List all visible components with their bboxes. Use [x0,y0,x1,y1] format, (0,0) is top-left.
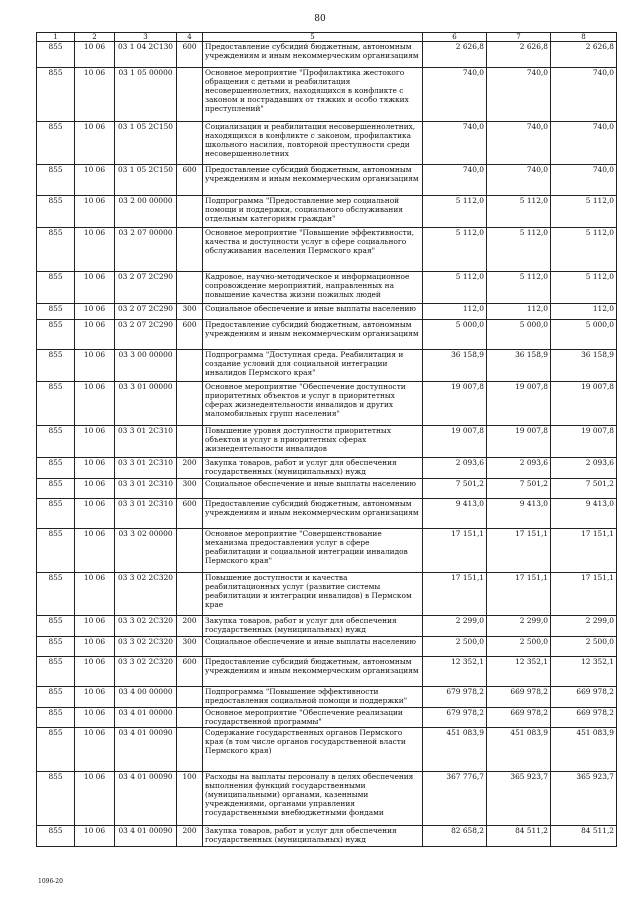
table-row [37,228,617,272]
item-name-cell: Предоставление субсидий бюджетным, автономным учреждениям и иным некоммерческим организациям [203,656,423,686]
budget-table [36,32,617,847]
target-article-cell: 03 1 05 2С150 [115,165,177,196]
expense-type-cell [177,382,203,426]
amount-col8-cell: 740,0 [551,122,617,165]
section-code-cell: 10 06 [75,826,115,847]
amount-col6-cell: 2 500,0 [423,636,487,656]
item-name-cell: Повышение доступности и качества реабилитационных услуг (развитие системы реабилитации и интеграции инвалидов) в Пермском крае [203,573,423,616]
admin-code-cell: 855 [37,499,75,529]
expense-type-cell [177,196,203,228]
section-code-cell: 10 06 [75,686,115,707]
target-article-cell: 03 3 01 2С310 [115,426,177,458]
expense-type-cell [177,728,203,772]
admin-code-cell: 855 [37,573,75,616]
footer-code: 1096-20 [38,878,63,885]
expense-type-cell: 200 [177,826,203,847]
section-code-cell: 10 06 [75,382,115,426]
target-article-cell: 03 2 07 00000 [115,228,177,272]
expense-type-cell: 200 [177,458,203,479]
table-row [37,656,617,686]
expense-type-cell: 600 [177,499,203,529]
amount-col7-cell: 365 923,7 [487,772,551,826]
amount-col7-cell: 7 501,2 [487,479,551,499]
table-row [37,272,617,304]
table-row [37,165,617,196]
amount-col8-cell: 19 007,8 [551,382,617,426]
expense-type-cell [177,426,203,458]
section-code-cell: 10 06 [75,68,115,122]
section-code-cell: 10 06 [75,122,115,165]
column-number: 1 [37,33,75,42]
amount-col8-cell: 451 083,9 [551,728,617,772]
expense-type-cell: 100 [177,772,203,826]
item-name-cell: Закупка товаров, работ и услуг для обеспечения государственных (муниципальных) нужд [203,458,423,479]
amount-col7-cell: 2 093,6 [487,458,551,479]
column-number: 5 [203,33,423,42]
amount-col8-cell: 740,0 [551,68,617,122]
amount-col8-cell: 740,0 [551,165,617,196]
amount-col7-cell: 5 112,0 [487,272,551,304]
expense-type-cell [177,68,203,122]
amount-col6-cell: 2 626,8 [423,42,487,68]
item-name-cell: Закупка товаров, работ и услуг для обеспечения государственных (муниципальных) нужд [203,826,423,847]
expense-type-cell [177,122,203,165]
table-row [37,707,617,728]
amount-col7-cell: 2 626,8 [487,42,551,68]
table-row [37,320,617,350]
admin-code-cell: 855 [37,636,75,656]
item-name-cell: Предоставление субсидий бюджетным, автономным учреждениям и иным некоммерческим организациям [203,42,423,68]
table-row [37,529,617,573]
table-row [37,573,617,616]
item-name-cell: Повышение уровня доступности приоритетных объектов и услуг в приоритетных сферах жизнедеятельности инвалидов [203,426,423,458]
amount-col6-cell: 82 658,2 [423,826,487,847]
amount-col8-cell: 5 112,0 [551,272,617,304]
admin-code-cell: 855 [37,42,75,68]
amount-col8-cell: 9 413,0 [551,499,617,529]
amount-col7-cell: 5 000,0 [487,320,551,350]
target-article-cell: 03 3 01 2С310 [115,479,177,499]
amount-col7-cell: 12 352,1 [487,656,551,686]
section-code-cell: 10 06 [75,529,115,573]
item-name-cell: Основное мероприятие "Совершенствование механизма предоставления услуг в сфере реабилитации и социальной интеграции инвалидов Пермского края" [203,529,423,573]
item-name-cell: Расходы на выплаты персоналу в целях обеспечения выполнения функций государственными (муниципальными) органами, казенными учреждениями, органами управления государственными внебюджетными фондами [203,772,423,826]
admin-code-cell: 855 [37,196,75,228]
item-name-cell: Социальное обеспечение и иные выплаты населению [203,636,423,656]
section-code-cell: 10 06 [75,165,115,196]
expense-type-cell [177,707,203,728]
item-name-cell: Социальное обеспечение и иные выплаты населению [203,304,423,320]
item-name-cell: Основное мероприятие "Повышение эффективности, качества и доступности услуг в сфере социального обслуживания населения Пермского края" [203,228,423,272]
admin-code-cell: 855 [37,228,75,272]
section-code-cell: 10 06 [75,656,115,686]
amount-col8-cell: 2 093,6 [551,458,617,479]
column-number: 7 [487,33,551,42]
table-row [37,458,617,479]
table-row [37,196,617,228]
expense-type-cell: 300 [177,304,203,320]
admin-code-cell: 855 [37,728,75,772]
section-code-cell: 10 06 [75,728,115,772]
target-article-cell: 03 3 02 2С320 [115,636,177,656]
admin-code-cell: 855 [37,320,75,350]
section-code-cell: 10 06 [75,320,115,350]
section-code-cell: 10 06 [75,616,115,637]
amount-col7-cell: 2 299,0 [487,616,551,637]
table-row [37,350,617,382]
amount-col8-cell: 5 000,0 [551,320,617,350]
target-article-cell: 03 2 00 00000 [115,196,177,228]
admin-code-cell: 855 [37,458,75,479]
amount-col7-cell: 5 112,0 [487,196,551,228]
column-number: 8 [551,33,617,42]
amount-col7-cell: 5 112,0 [487,228,551,272]
target-article-cell: 03 1 05 2С150 [115,122,177,165]
table-row [37,42,617,68]
amount-col7-cell: 451 083,9 [487,728,551,772]
target-article-cell: 03 3 00 00000 [115,350,177,382]
target-article-cell: 03 1 04 2С130 [115,42,177,68]
item-name-cell: Основное мероприятие "Обеспечение доступности приоритетных объектов и услуг в приоритетных сферах жизнедеятельности инвалидов и других маломобильных групп населения" [203,382,423,426]
section-code-cell: 10 06 [75,42,115,68]
section-code-cell: 10 06 [75,707,115,728]
admin-code-cell: 855 [37,426,75,458]
table-row [37,426,617,458]
expense-type-cell: 300 [177,636,203,656]
expense-type-cell: 600 [177,320,203,350]
admin-code-cell: 855 [37,382,75,426]
amount-col7-cell: 740,0 [487,68,551,122]
amount-col8-cell: 2 500,0 [551,636,617,656]
amount-col6-cell: 19 007,8 [423,382,487,426]
expense-type-cell: 200 [177,616,203,637]
column-number: 3 [115,33,177,42]
amount-col8-cell: 36 158,9 [551,350,617,382]
amount-col7-cell: 669 978,2 [487,686,551,707]
amount-col6-cell: 2 093,6 [423,458,487,479]
expense-type-cell: 300 [177,479,203,499]
admin-code-cell: 855 [37,826,75,847]
column-number: 4 [177,33,203,42]
amount-col7-cell: 112,0 [487,304,551,320]
expense-type-cell [177,350,203,382]
item-name-cell: Закупка товаров, работ и услуг для обеспечения государственных (муниципальных) нужд [203,616,423,637]
amount-col8-cell: 365 923,7 [551,772,617,826]
amount-col8-cell: 2 299,0 [551,616,617,637]
target-article-cell: 03 4 01 00000 [115,707,177,728]
amount-col8-cell: 669 978,2 [551,707,617,728]
amount-col6-cell: 19 007,8 [423,426,487,458]
admin-code-cell: 855 [37,68,75,122]
target-article-cell: 03 3 01 2С310 [115,499,177,529]
section-code-cell: 10 06 [75,272,115,304]
table-row [37,686,617,707]
amount-col6-cell: 7 501,2 [423,479,487,499]
amount-col6-cell: 5 112,0 [423,272,487,304]
amount-col6-cell: 679 978,2 [423,686,487,707]
section-code-cell: 10 06 [75,350,115,382]
admin-code-cell: 855 [37,165,75,196]
admin-code-cell: 855 [37,772,75,826]
amount-col8-cell: 17 151,1 [551,529,617,573]
admin-code-cell: 855 [37,707,75,728]
section-code-cell: 10 06 [75,772,115,826]
admin-code-cell: 855 [37,122,75,165]
target-article-cell: 03 3 02 2С320 [115,656,177,686]
item-name-cell: Предоставление субсидий бюджетным, автономным учреждениям и иным некоммерческим организациям [203,320,423,350]
admin-code-cell: 855 [37,272,75,304]
table-row [37,499,617,529]
target-article-cell: 03 1 05 00000 [115,68,177,122]
expense-type-cell [177,573,203,616]
item-name-cell: Предоставление субсидий бюджетным, автономным учреждениям и иным некоммерческим организациям [203,499,423,529]
amount-col6-cell: 367 776,7 [423,772,487,826]
table-row [37,616,617,637]
item-name-cell: Социальное обеспечение и иные выплаты населению [203,479,423,499]
target-article-cell: 03 2 07 2С290 [115,320,177,350]
expense-type-cell [177,272,203,304]
amount-col8-cell: 5 112,0 [551,228,617,272]
amount-col7-cell: 2 500,0 [487,636,551,656]
item-name-cell: Подпрограмма "Предоставление мер социальной помощи и поддержки, социального обслуживания отдельным категориям граждан" [203,196,423,228]
column-number: 2 [75,33,115,42]
target-article-cell: 03 2 07 2С290 [115,272,177,304]
expense-type-cell [177,686,203,707]
amount-col6-cell: 679 978,2 [423,707,487,728]
item-name-cell: Кадровое, научно-методическое и информационное сопровождение мероприятий, направленных на повышение качества жизни пожилых людей [203,272,423,304]
table-row [37,122,617,165]
amount-col7-cell: 84 511,2 [487,826,551,847]
item-name-cell: Предоставление субсидий бюджетным, автономным учреждениям и иным некоммерческим организациям [203,165,423,196]
table-row [37,728,617,772]
target-article-cell: 03 2 07 2С290 [115,304,177,320]
admin-code-cell: 855 [37,529,75,573]
expense-type-cell: 600 [177,656,203,686]
target-article-cell: 03 4 01 00090 [115,826,177,847]
target-article-cell: 03 3 01 2С310 [115,458,177,479]
table-row [37,826,617,847]
expense-type-cell: 600 [177,42,203,68]
amount-col8-cell: 112,0 [551,304,617,320]
amount-col6-cell: 17 151,1 [423,573,487,616]
amount-col8-cell: 7 501,2 [551,479,617,499]
amount-col8-cell: 12 352,1 [551,656,617,686]
amount-col8-cell: 669 978,2 [551,686,617,707]
item-name-cell: Подпрограмма "Повышение эффективности предоставления социальной помощи и поддержки" [203,686,423,707]
amount-col8-cell: 19 007,8 [551,426,617,458]
admin-code-cell: 855 [37,350,75,382]
target-article-cell: 03 3 02 2С320 [115,616,177,637]
item-name-cell: Содержание государственных органов Пермского края (в том числе органов государственной власти Пермского края) [203,728,423,772]
section-code-cell: 10 06 [75,458,115,479]
admin-code-cell: 855 [37,616,75,637]
admin-code-cell: 855 [37,479,75,499]
amount-col6-cell: 36 158,9 [423,350,487,382]
amount-col7-cell: 17 151,1 [487,529,551,573]
amount-col7-cell: 17 151,1 [487,573,551,616]
amount-col7-cell: 36 158,9 [487,350,551,382]
item-name-cell: Социализация и реабилитация несовершеннолетних, находящихся в конфликте с законом, профилактика школьного насилия, повторной преступности среди несовершеннолетних [203,122,423,165]
admin-code-cell: 855 [37,686,75,707]
page-number: 80 [314,14,326,24]
table-row [37,479,617,499]
target-article-cell: 03 4 01 00090 [115,728,177,772]
amount-col7-cell: 669 978,2 [487,707,551,728]
table-body [37,42,617,847]
amount-col6-cell: 17 151,1 [423,529,487,573]
admin-code-cell: 855 [37,304,75,320]
item-name-cell: Основное мероприятие "Профилактика жестокого обращения с детьми и реабилитация несовершеннолетних, находящихся в конфликте с законом и пострадавших от тяжких и особо тяжких преступлений" [203,68,423,122]
expense-type-cell: 600 [177,165,203,196]
section-code-cell: 10 06 [75,228,115,272]
section-code-cell: 10 06 [75,499,115,529]
amount-col6-cell: 2 299,0 [423,616,487,637]
amount-col6-cell: 740,0 [423,68,487,122]
expense-type-cell [177,529,203,573]
amount-col6-cell: 112,0 [423,304,487,320]
target-article-cell: 03 3 01 00000 [115,382,177,426]
section-code-cell: 10 06 [75,479,115,499]
amount-col6-cell: 5 000,0 [423,320,487,350]
amount-col8-cell: 2 626,8 [551,42,617,68]
table-row [37,636,617,656]
amount-col7-cell: 19 007,8 [487,426,551,458]
amount-col6-cell: 5 112,0 [423,196,487,228]
section-code-cell: 10 06 [75,196,115,228]
amount-col6-cell: 740,0 [423,165,487,196]
amount-col8-cell: 5 112,0 [551,196,617,228]
section-code-cell: 10 06 [75,636,115,656]
amount-col7-cell: 740,0 [487,165,551,196]
table-row [37,772,617,826]
target-article-cell: 03 3 02 00000 [115,529,177,573]
amount-col8-cell: 84 511,2 [551,826,617,847]
amount-col6-cell: 12 352,1 [423,656,487,686]
target-article-cell: 03 4 00 00000 [115,686,177,707]
column-number-row [37,33,617,42]
amount-col7-cell: 19 007,8 [487,382,551,426]
section-code-cell: 10 06 [75,573,115,616]
section-code-cell: 10 06 [75,304,115,320]
item-name-cell: Основное мероприятие "Обеспечение реализации государственной программы" [203,707,423,728]
expense-type-cell [177,228,203,272]
table-row [37,304,617,320]
amount-col7-cell: 9 413,0 [487,499,551,529]
amount-col6-cell: 9 413,0 [423,499,487,529]
column-number: 6 [423,33,487,42]
table-row [37,68,617,122]
amount-col6-cell: 5 112,0 [423,228,487,272]
target-article-cell: 03 3 02 2С320 [115,573,177,616]
table-row [37,382,617,426]
amount-col7-cell: 740,0 [487,122,551,165]
admin-code-cell: 855 [37,656,75,686]
amount-col8-cell: 17 151,1 [551,573,617,616]
section-code-cell: 10 06 [75,426,115,458]
item-name-cell: Подпрограмма "Доступная среда. Реабилитация и создание условий для социальной интеграции инвалидов Пермского края" [203,350,423,382]
target-article-cell: 03 4 01 00090 [115,772,177,826]
amount-col6-cell: 451 083,9 [423,728,487,772]
amount-col6-cell: 740,0 [423,122,487,165]
